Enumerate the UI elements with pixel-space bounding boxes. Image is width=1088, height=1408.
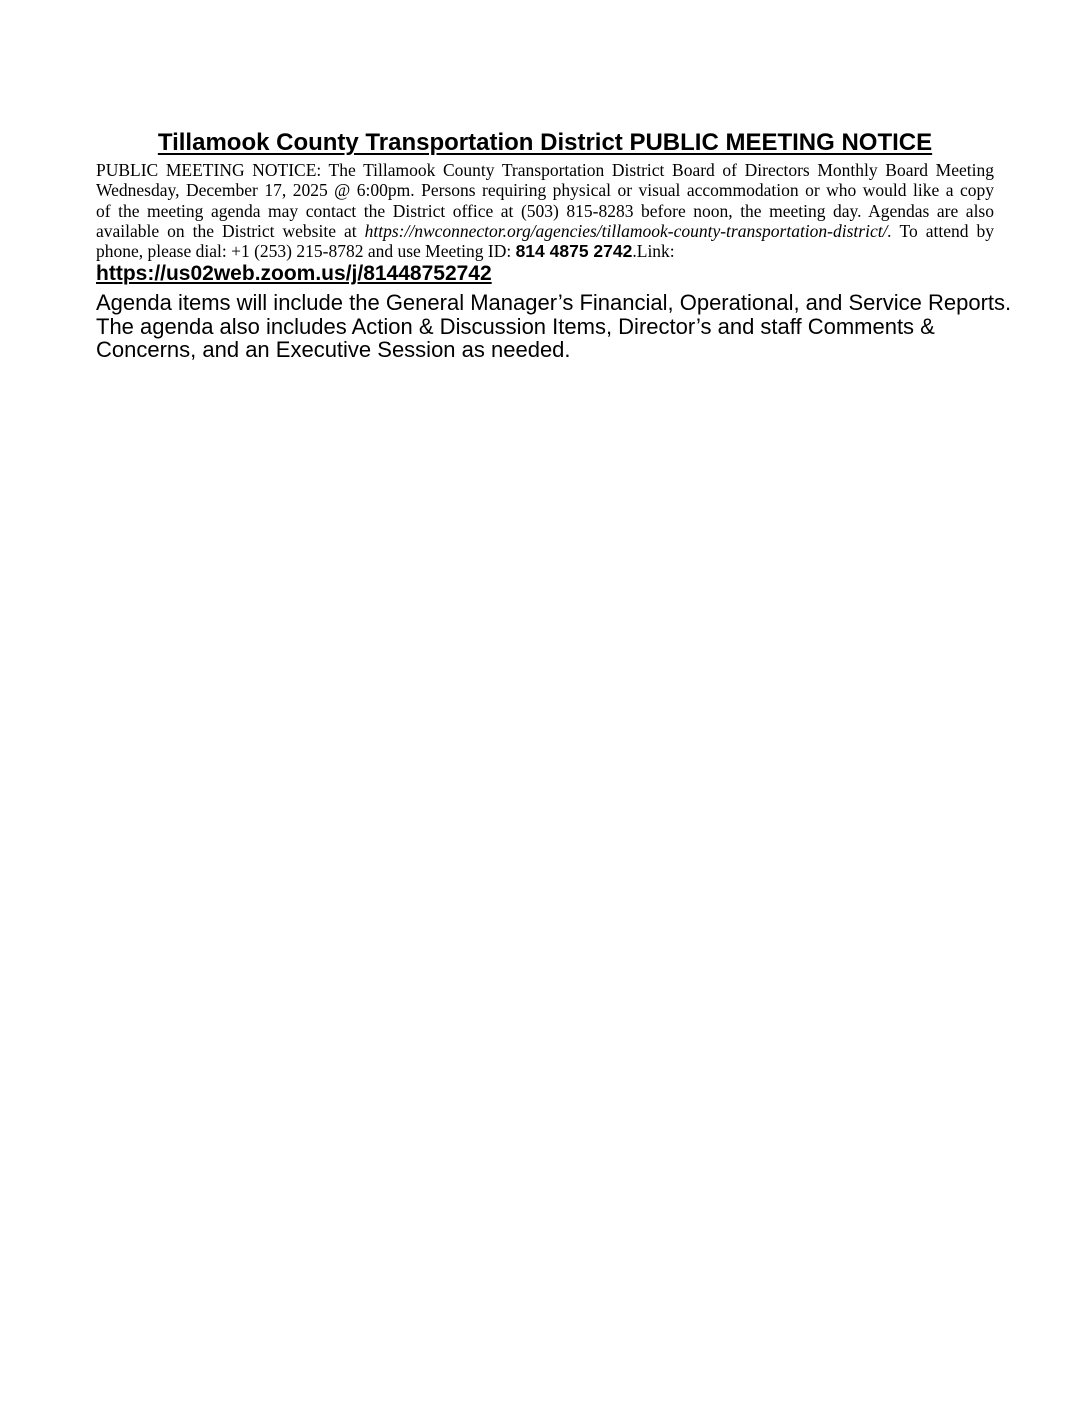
- meeting-notice-paragraph: [96, 160, 994, 261]
- agenda-line: Concerns, and an Executive Session as needed.: [96, 337, 571, 363]
- page-title-text: Tillamook County Transportation District PUBLIC MEETING NOTICE: [157, 129, 933, 156]
- notice-line: of the meeting agenda may contact the District office at (503) 815-8283 before noon, the meeting day. Agendas are also: [96, 200, 994, 221]
- notice-text: available on the District website at: [96, 220, 365, 241]
- agenda-line: Agenda items will include the General Manager’s Financial, Operational, and Service Reports.: [96, 290, 1012, 316]
- notice-line: PUBLIC MEETING NOTICE: The Tillamook County Transportation District Board of Directors Monthly Board Meeting: [96, 160, 994, 180]
- zoom-link-line: [96, 262, 994, 286]
- notice-line: [96, 241, 994, 261]
- district-website-link[interactable]: https://nwconnector.org/agencies/tillamook-county-transportation-district/.: [364, 220, 892, 241]
- notice-line: [96, 221, 994, 241]
- notice-text: To attend by: [891, 220, 994, 241]
- zoom-meeting-link[interactable]: https://us02web.zoom.us/j/81448752742: [96, 262, 492, 286]
- document-content: [96, 127, 1012, 363]
- agenda-line: The agenda also includes Action & Discussion Items, Director’s and staff Comments &: [96, 313, 935, 339]
- page-title: [96, 127, 994, 158]
- agenda-summary-paragraph: [96, 290, 1012, 363]
- notice-line: Wednesday, December 17, 2025 @ 6:00pm. Persons requiring physical or visual accommodation or who would like a copy: [96, 180, 994, 201]
- meeting-id: 814 4875 2742: [515, 241, 633, 262]
- notice-text: phone, please dial: +1 (253) 215-8782 and use Meeting ID:: [96, 241, 516, 262]
- notice-text: .Link:: [632, 241, 675, 262]
